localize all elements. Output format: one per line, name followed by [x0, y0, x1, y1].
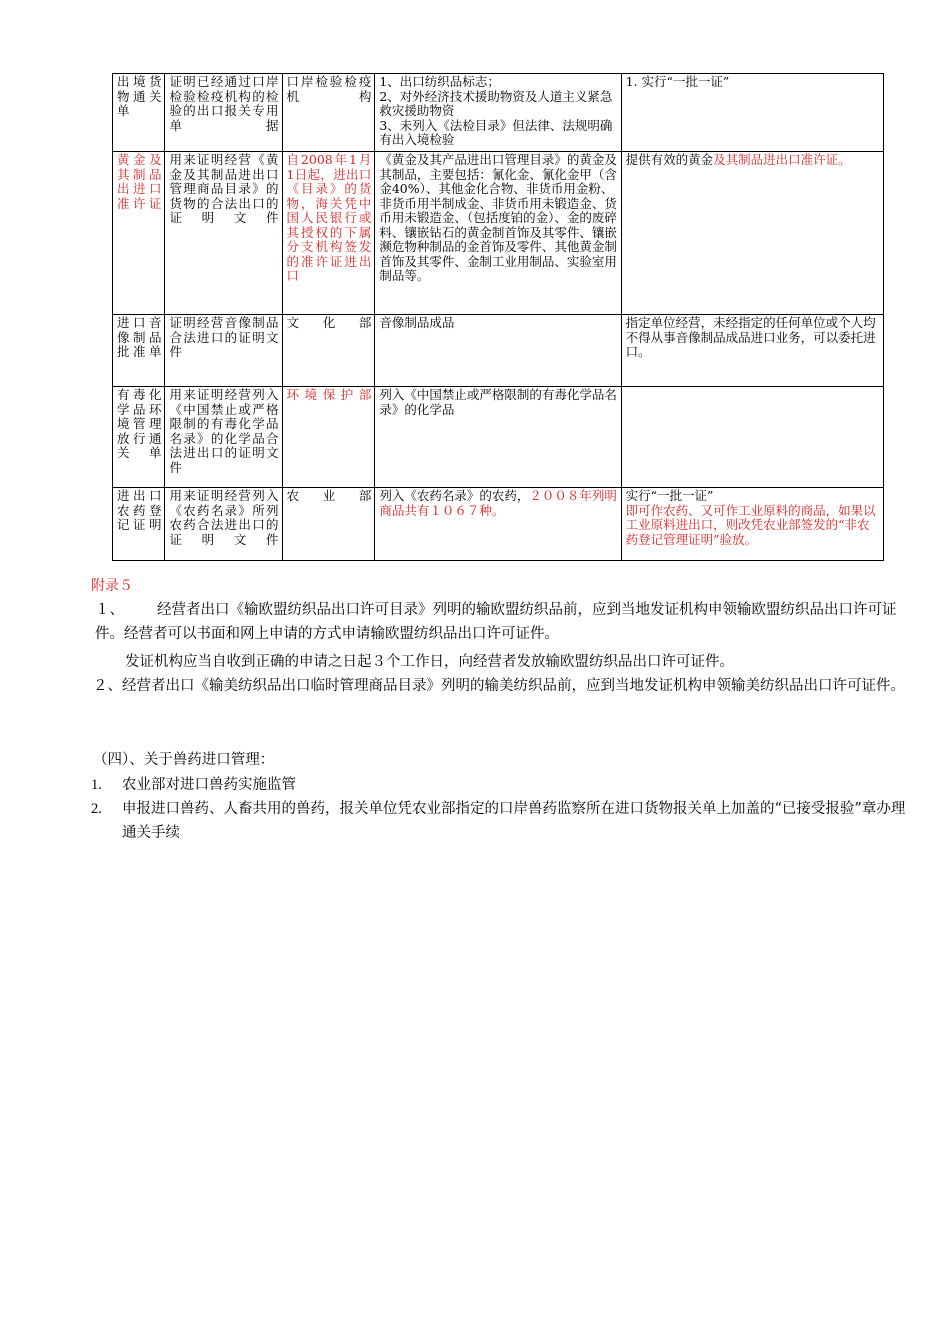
list-text: 农业部对进口兽药实施监管 — [122, 777, 296, 793]
appendix-item-1 — [95, 598, 905, 646]
note-text: 实行“一批一证” — [625, 488, 714, 503]
license-issuer: 文化部 — [282, 315, 375, 387]
license-scope — [375, 488, 621, 561]
table-row — [113, 315, 884, 387]
license-purpose: 用来证明经营《黄金及其制品进出口管理商品目录》的货物的合法出口的证明文件 — [165, 152, 282, 315]
license-name: 出境货物通关单 — [113, 74, 165, 152]
license-name: 进口音像制品批准单 — [113, 315, 165, 387]
appendix-item-2: ２、经营者出口《输美纺织品出口临时管理商品目录》列明的输美纺织品前，应到当地发证机构申领输美纺织品出口许可证件。 — [93, 678, 905, 694]
license-note — [621, 488, 883, 561]
license-issuer: 农业部 — [282, 488, 375, 561]
license-scope: 音像制品成品 — [375, 315, 621, 387]
note-text: 提供有效的黄金 — [625, 152, 714, 167]
section-heading: （四）、关于兽药进口管理： — [93, 752, 275, 768]
scope-line: 1、出口纺织品标志； — [379, 74, 500, 89]
list-item — [91, 773, 906, 797]
license-name: 有毒化学品环境管理放行通关单 — [113, 387, 165, 488]
license-purpose: 证明已经通过口岸检验检疫机构的检验的出口报关专用单据 — [165, 74, 282, 152]
scope-line: 3、未列入《法检目录》但法律、法规明确有出入境检验 — [379, 117, 613, 147]
license-scope — [375, 74, 621, 152]
license-purpose: 用来证明经营列入《中国禁止或严格限制的有毒化学品名录》的化学品合法进出口的证明文件 — [165, 387, 282, 488]
license-note — [621, 152, 883, 315]
list-number: 1. — [91, 777, 102, 793]
license-issuer: 自2008年1月1日起，进出口《目录》的货物，海关凭中国人民银行或其授权的下属分支机构签发的准许证进出口 — [282, 152, 375, 315]
table-row — [113, 488, 884, 561]
scope-text: 列入《农药名录》的农药， — [379, 488, 530, 503]
license-issuer: 环境保护部 — [282, 387, 375, 488]
license-note: 1. 实行“一批一证” — [621, 74, 883, 152]
list-text: 申报进口兽药、人畜共用的兽药，报关单位凭农业部指定的口岸兽药监察所在进口货物报关单上加盖的“已接受报验”章办理通关手续 — [122, 801, 906, 841]
item-number: １、 — [95, 602, 124, 618]
license-purpose: 证明经营音像制品合法进口的证明文件 — [165, 315, 282, 387]
table-row — [113, 152, 884, 315]
license-note — [621, 387, 883, 488]
license-note: 指定单位经营，未经指定的任何单位或个人均不得从事音像制品成品进口业务，可以委托进口。 — [621, 315, 883, 387]
license-table — [112, 73, 884, 561]
license-name: 进出口农药登记证明 — [113, 488, 165, 561]
license-scope: 《黄金及其产品进出口管理目录》的黄金及其制品，主要包括：氰化金、氰化金甲（含金40%）、其他金化合物、非货币用金粉、非货币用半制成金、非货币用未锻造金、货币用未锻造金、（包括度铂的金）、金的废碎料、镶嵌钻石的黄金制首饰及其零件、镶嵌濒危物种制品的金首饰及零件、其他黄金制首饰及其零件、金制工业用制品、实验室用制品等。 — [375, 152, 621, 315]
appendix-item-1-continued: 发证机构应当自收到正确的申请之日起３个工作日，向经营者发放输欧盟纺织品出口许可证件。 — [125, 654, 734, 670]
note-highlight: 及其制品进出口准许证。 — [713, 152, 851, 167]
scope-line: 2、对外经济技术援助物资及人道主义紧急救灾援助物资 — [379, 88, 613, 118]
license-purpose: 用来证明经营列入《农药名录》所列农药合法进出口的证明文件 — [165, 488, 282, 561]
license-name: 黄金及其制品出进口准许证 — [113, 152, 165, 315]
list-item — [91, 797, 906, 845]
list-number: 2. — [91, 801, 102, 817]
table-row — [113, 74, 884, 152]
license-scope: 列入《中国禁止或严格限制的有毒化学品名录》的化学品 — [375, 387, 621, 488]
table-row — [113, 387, 884, 488]
license-issuer: 口岸检验检疫机构 — [282, 74, 375, 152]
note-highlight: 即可作农药、又可作工业原料的商品，如果以工业原料进出口，则改凭农业部签发的“非农药登记管理证明”验放。 — [625, 502, 876, 547]
item-text: 经营者出口《输欧盟纺织品出口许可目录》列明的输欧盟纺织品前，应到当地发证机构申领输欧盟纺织品出口许可证件。经营者可以书面和网上申请的方式申请输欧盟纺织品出口许可证件。 — [95, 602, 897, 642]
scope-highlight: ２００８年列明商品共有１０６７种。 — [379, 488, 617, 518]
appendix-title: 附录５ — [91, 578, 133, 594]
